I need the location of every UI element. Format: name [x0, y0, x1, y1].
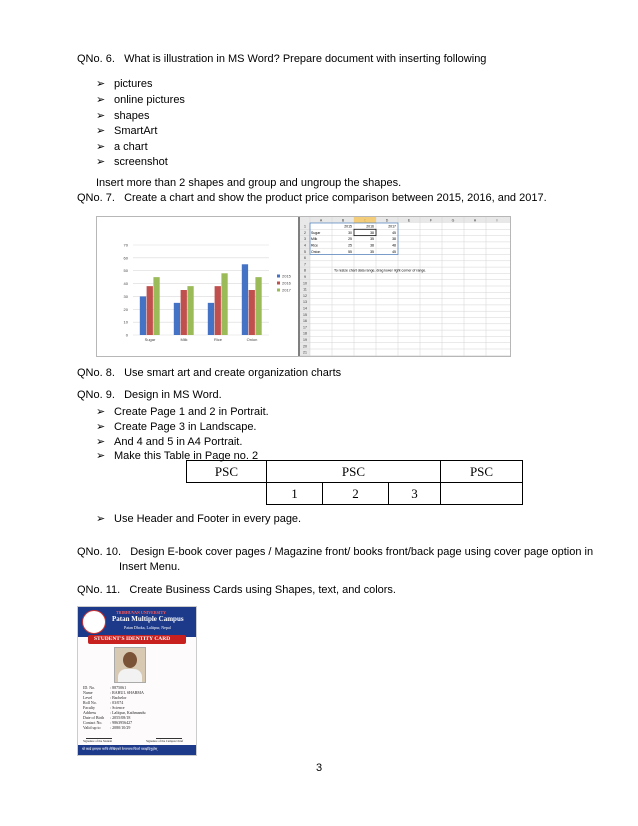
q9-item: ➢ Make this Table in Page no. 2 — [96, 450, 259, 462]
y-tick-label: 50 — [123, 268, 128, 274]
q10-heading — [77, 546, 593, 558]
student-photo — [114, 647, 146, 683]
q6-number: QNo. 6. — [77, 53, 115, 65]
row-number: 3 — [304, 237, 306, 242]
sheet-note: To resize chart data range, drag lower right corner of range. — [334, 268, 427, 273]
q8-text: Use smart art and create organization charts — [124, 367, 342, 379]
column-letter: A — [319, 218, 323, 223]
x-tick-label: Rice — [213, 337, 223, 342]
y-tick-label: 30 — [123, 293, 128, 299]
y-tick-label: 40 — [123, 281, 128, 287]
chart-pane — [97, 217, 298, 356]
arrow-bullet-icon: ➢ — [96, 421, 106, 433]
row-number: 10 — [303, 281, 307, 286]
psc-table — [186, 460, 523, 505]
bar — [153, 277, 159, 335]
sheet-cell: 25 — [348, 237, 352, 242]
sheet-cell: 35 — [370, 249, 374, 254]
table-row — [187, 461, 523, 483]
arrow-bullet-icon: ➢ — [96, 110, 106, 122]
sheet-cell: 55 — [348, 249, 352, 254]
q7-text: Create a chart and show the product price comparison between 2015, 2016, and 2017. — [124, 192, 547, 204]
q9-heading — [77, 389, 222, 401]
table-cell — [441, 483, 523, 505]
q8-heading — [77, 367, 341, 379]
bar — [181, 290, 187, 335]
q9-number: QNo. 9. — [77, 389, 115, 401]
sheet-cell: Onion — [311, 249, 321, 254]
row-number: 11 — [303, 287, 307, 292]
q6-item: ➢ a chart — [96, 141, 148, 153]
legend-label: 2015 — [282, 273, 291, 279]
legend-label: 2017 — [282, 287, 291, 293]
column-letter: F — [429, 218, 433, 223]
column-header-bar — [300, 217, 511, 223]
student-signature — [86, 732, 112, 739]
row-number: 19 — [303, 338, 307, 342]
id-card-image: TRIBHUVAN UNIVERSITY Patan Multiple Campus Patan Dhoka, Lalitpur, Nepal STUDENT'S IDENTITY CARD ID. No. : 8875061 Name : RAHUL SHARMA Level : Bachelor Roll No. : 03/074 Faculty : Science Address : Lalitpur, Kathmandu Date of Birth : 2055/08/18 Contact No. : 9863956427 Valid up to : 2080/10/29 Signature of the Student Signature of the Campus Chief यो कार्ड हराएमा माथि लेखिएको ठेगानामा फिर्ता पठाइदिनुहोस् — [77, 606, 197, 756]
bar — [242, 264, 248, 335]
row-number: 13 — [303, 300, 307, 305]
column-letter: G — [451, 218, 455, 223]
y-tick-label: 60 — [123, 255, 128, 261]
sheet-cell: 2015 — [344, 224, 352, 229]
campus-logo — [82, 610, 106, 634]
photo-face — [123, 652, 137, 668]
column-letter: I — [496, 218, 498, 223]
x-tick-label: Milk — [180, 337, 188, 342]
arrow-bullet-icon: ➢ — [96, 513, 106, 525]
sheet-cell: 30 — [348, 230, 352, 235]
sheet-cell: 35 — [370, 237, 374, 242]
table-row — [187, 483, 523, 505]
q6-heading — [77, 53, 486, 65]
row-number: 16 — [303, 319, 307, 324]
row-number: 4 — [304, 243, 306, 248]
table-cell: 1 — [266, 483, 322, 505]
bar — [187, 286, 193, 335]
arrow-bullet-icon: ➢ — [96, 156, 106, 168]
row-number: 17 — [303, 325, 307, 330]
y-tick-label: 0 — [125, 332, 128, 338]
q6-text: What is illustration in MS Word? Prepare document with inserting following — [124, 53, 487, 65]
q9-item: ➢ Create Page 1 and 2 in Portrait. — [96, 406, 269, 418]
sheet-cell: Milk — [311, 237, 318, 242]
table-cell: PSC — [187, 461, 267, 483]
row-number: 12 — [303, 293, 307, 298]
q6-item: ➢ pictures — [96, 78, 153, 90]
sheet-cell: 2016 — [366, 224, 374, 229]
arrow-bullet-icon: ➢ — [96, 125, 106, 137]
sheet-cell: 38 — [370, 230, 374, 235]
card-address: Patan Dhoka, Lalitpur, Nepal — [124, 625, 171, 630]
column-letter: B — [341, 218, 345, 223]
legend-swatch — [277, 282, 280, 285]
q10-text-continued: Insert Menu. — [119, 561, 181, 573]
sheet-cell: 48 — [392, 243, 396, 248]
bar — [255, 277, 261, 335]
q11-number: QNo. 11. — [77, 584, 121, 596]
chief-signature — [156, 732, 182, 739]
bar — [249, 290, 255, 335]
q6-item: ➢ screenshot — [96, 156, 168, 168]
y-tick-label: 70 — [123, 242, 128, 248]
arrow-bullet-icon: ➢ — [96, 436, 106, 448]
arrow-bullet-icon: ➢ — [96, 94, 106, 106]
sheet-cell: 38 — [370, 243, 374, 248]
row-number: 15 — [303, 312, 307, 317]
column-letter: D — [385, 218, 389, 223]
y-tick-label: 20 — [123, 306, 128, 312]
row-number: 8 — [304, 268, 306, 273]
q10-number: QNo. 10. — [77, 546, 122, 558]
row-number: 18 — [303, 331, 307, 336]
row-number: 9 — [304, 275, 306, 279]
chart-screenshot — [96, 216, 511, 357]
q6-item: ➢ SmartArt — [96, 125, 158, 137]
arrow-bullet-icon: ➢ — [96, 78, 106, 90]
sheet-cell: 45 — [392, 249, 396, 254]
q9-text: Design in MS Word. — [124, 389, 222, 401]
x-tick-label: Onion — [246, 337, 258, 342]
q7-number: QNo. 7. — [77, 192, 115, 204]
table-cell: PSC — [266, 461, 440, 483]
q7-heading — [77, 192, 547, 204]
sheet-cell: Sugar — [311, 230, 321, 235]
photo-shirt — [118, 669, 142, 682]
row-number: 1 — [304, 224, 306, 229]
legend-label: 2016 — [282, 280, 291, 286]
bar — [140, 296, 146, 335]
row-number: 7 — [304, 262, 306, 267]
table-cell: 2 — [323, 483, 389, 505]
legend-swatch — [277, 289, 280, 292]
row-number: 2 — [304, 230, 306, 235]
x-tick-label: Sugar — [144, 337, 156, 342]
sheet-cell: 38 — [392, 237, 396, 242]
card-title: STUDENT'S IDENTITY CARD — [94, 636, 171, 642]
q9-item: ➢ Create Page 3 in Landscape. — [96, 421, 257, 433]
selected-column-header — [354, 217, 376, 223]
card-university: TRIBHUVAN UNIVERSITY — [116, 610, 167, 615]
sheet-cell: Rice — [311, 243, 319, 248]
column-letter: E — [407, 218, 411, 223]
arrow-bullet-icon: ➢ — [96, 406, 106, 418]
bar — [221, 273, 227, 335]
bar — [147, 286, 153, 335]
column-letter: H — [473, 218, 477, 223]
sign-left-label: Signature of the Student — [83, 739, 113, 743]
row-number: 14 — [303, 306, 307, 311]
row-number: 20 — [303, 344, 307, 349]
row-number: 21 — [303, 350, 307, 355]
card-footer: यो कार्ड हराएमा माथि लेखिएको ठेगानामा फिर्ता पठाइदिनुहोस् — [82, 747, 158, 751]
arrow-bullet-icon: ➢ — [96, 450, 106, 462]
q6-item: ➢ shapes — [96, 110, 150, 122]
q6-item: ➢ online pictures — [96, 94, 185, 106]
bar — [174, 303, 180, 335]
page-number: 3 — [316, 762, 323, 774]
bar-chart — [97, 217, 298, 356]
q11-heading — [77, 584, 396, 596]
card-campus: Patan Multiple Campus — [112, 615, 184, 623]
legend-swatch — [277, 275, 280, 278]
spreadsheet-grid — [300, 217, 511, 356]
q11-text: Create Business Cards using Shapes, text, and colors. — [129, 584, 396, 596]
bar — [215, 286, 221, 335]
row-number: 5 — [304, 249, 306, 254]
sheet-cell: 25 — [348, 243, 352, 248]
q9-item: ➢ And 4 and 5 in A4 Portrait. — [96, 436, 243, 448]
arrow-bullet-icon: ➢ — [96, 141, 106, 153]
sign-right-label: Signature of the Campus Chief — [146, 739, 184, 743]
table-cell: 3 — [388, 483, 440, 505]
q9-footer-item: ➢ Use Header and Footer in every page. — [96, 513, 302, 525]
bar — [208, 303, 214, 335]
sheet-cell: 45 — [392, 230, 396, 235]
q8-number: QNo. 8. — [77, 367, 115, 379]
table-cell — [187, 483, 267, 505]
table-cell: PSC — [441, 461, 523, 483]
y-tick-label: 10 — [123, 319, 128, 325]
row-number: 6 — [304, 256, 306, 261]
sheet-cell: 2017 — [388, 224, 396, 229]
q6-note: Insert more than 2 shapes and group and ungroup the shapes. — [96, 177, 402, 189]
q10-text: Design E-book cover pages / Magazine front/ books front/back page using cover page option in — [130, 546, 594, 558]
spreadsheet-pane — [298, 217, 511, 356]
